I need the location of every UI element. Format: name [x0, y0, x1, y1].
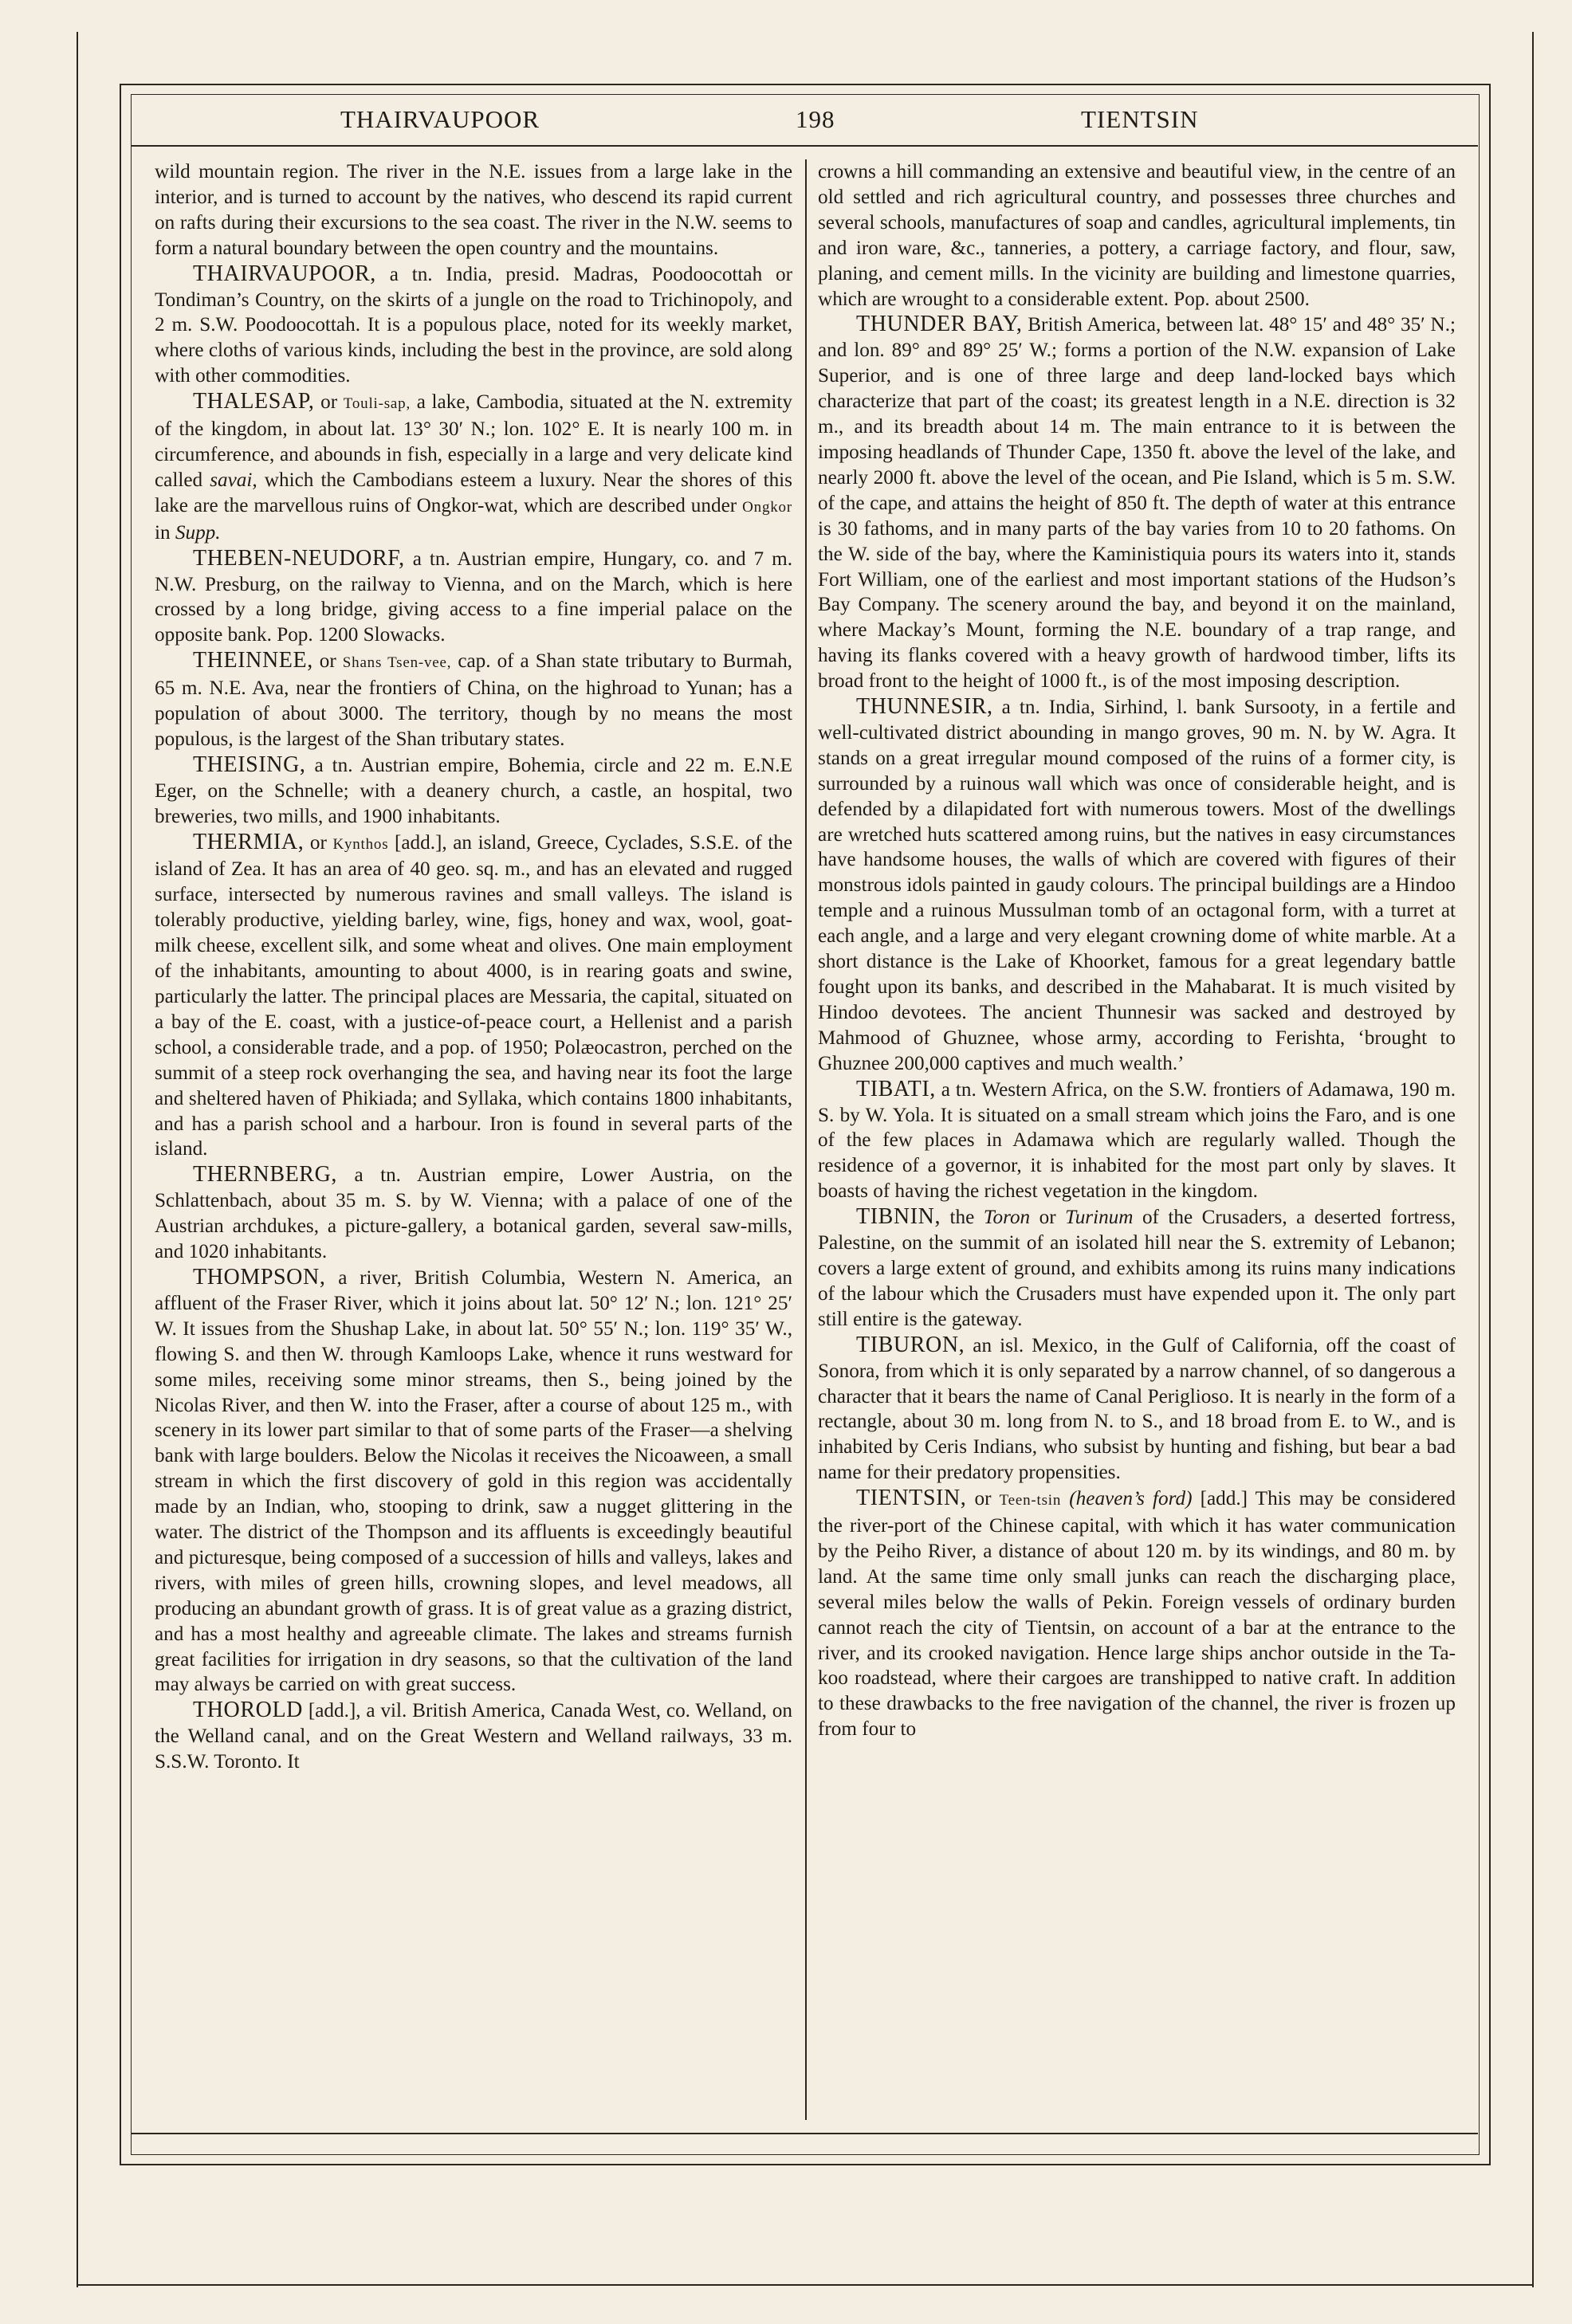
- entry-text: a tn. Austrian empire, Hungary, co. and 7 m. N.W. Presburg, on the railway to Vienna, and on the March, which is here crossed by a long bridge, giving access to a fine imperial palace on the opposite bank. Pop. 1200 Slowacks.: [155, 548, 792, 646]
- entry-text: a tn. Austrian empire, Lower Austria, on the Schlattenbach, about 35 m. S. by W. Vienna; with a palace of one of the Austrian archdukes, a picture-gallery, a botanical garden, several saw-mills, and 1020 inhabitants.: [155, 1164, 792, 1263]
- outer-border-right: [1532, 32, 1534, 2287]
- headword: THUNDER BAY,: [856, 312, 1023, 337]
- entry-thunder-bay: [818, 312, 1456, 694]
- italic-term: (heaven’s ford): [1069, 1488, 1193, 1510]
- entry-text: an isl. Mexico, in the Gulf of California, off the coast of Sonora, from which it is only separated by a narrow channel, of so dangerous a character that it bears the name of Canal Periglioso. It is nearly in the form of a rectangle, about 30 m. long from N. to S., and 18 broad from E. to W., and is inhabited by Ceris Indians, who subsist by hunting and fishing, but bear a bad name for their predatory propensities.: [818, 1334, 1456, 1484]
- outer-border-left: [77, 32, 78, 2287]
- conjunction: in: [155, 521, 175, 544]
- headword: TIBNIN,: [856, 1204, 941, 1230]
- entry-tibnin: [818, 1204, 1456, 1333]
- headword: THERNBERG,: [193, 1162, 337, 1188]
- entry-text: [add.] This may be considered the river-port of the Chinese capital, with which it has water communication by the Peiho River, a distance of about 120 m. by its windings, and 80 m. by land. At the same time only small junks can reach the discharging place, several miles below the walls of Pekin. Foreign vessels of ordinary burden cannot reach the city of Tientsin, on account of a bar at the entrance to the river, and its crooked navigation. Hence large ships anchor outside in the Ta-koo roadstead, where their cargoes are transhipped to native craft. In addition to these drawbacks to the free navigation of the channel, the river is frozen up from four to: [818, 1488, 1456, 1741]
- italic-term: Supp.: [175, 521, 221, 544]
- headword: TIENTSIN,: [856, 1486, 967, 1511]
- italic-term: Toron: [983, 1207, 1031, 1229]
- headword: THAIRVAUPOOR,: [193, 261, 376, 286]
- entry-theben-neudorf: [155, 546, 792, 649]
- entry-text: [add.], an island, Greece, Cyclades, S.S.E. of the island of Zea. It has an area of 40 geo. sq. m., and has an elevated and rugged surface, intersected by numerous ravines and small valleys. The island is tolerably productive, yielding barley, wine, figs, honey and wax, wool, goat-milk cheese, excellent silk, and some wheat and olives. One main employment of the inhabitants, amounting to about 4000, is in rearing goats and swine, particularly the latter. The principal places are Messaria, the capital, situated on a bay of the E. coast, with a justice-of-peace court, a Hellenist and a parish school, a considerable trade, and a pop. of 1950; Polæocastron, perched on the summit of a steep rock overhanging the sea, and having near its foot the large and sheltered haven of Phikiada; and Syllaka, which contains 1800 inhabitants, and has a parish school and a harbour. Iron is found in several parts of the island.: [155, 831, 792, 1160]
- conjunction: or: [304, 831, 333, 854]
- entry-thairvaupoor: [155, 261, 792, 390]
- entry-text: British America, between lat. 48° 15′ and 48° 35′ N.; and lon. 89° and 89° 25′ W.; forms a portion of the N.W. expansion of Lake Superior, and is one of three large and deep land-locked bays which characterize that part of the coast; its greatest length in a N.E. direction is 32 m., and its breadth about 14 m. The main entrance to it is between the imposing headlands of Thunder Cape, 1350 ft. above the level of the lake, and nearly 2000 ft. above the level of the ocean, and Pie Island, which is 5 m. S.W. of the cape, and attains the height of 850 ft. The depth of water at this entrance is 30 fathoms, and in many parts of the bay varies from 10 to 20 fathoms. On the W. side of the bay, where the Kaministiquia pours its waters into it, stands Fort William, one of the earliest and most important stations of the Hudson’s Bay Company. The scenery around the bay, and beyond it on the mainland, where Mackay’s Mount, forming the N.E. boundary of a trap range, and having its flanks covered with a heavy growth of hardwood timber, lifts its broad front to the height of 1000 ft., is of the most imposing description.: [818, 314, 1456, 693]
- entry-text: a tn. India, Sirhind, l. bank Sursooty, in a fertile and well-cultivated district abounding in mango groves, 90 m. N. by W. Agra. It stands on a great irregular mound composed of the ruins of a former city, is surrounded by a ruinous wall which was once of considerable height, and is defended by a dilapidated fort with numerous towers. Most of the dwellings are wretched huts scattered among ruins, but the natives in easy circumstances have handsome houses, the walls of which are covered with figures of their monstrous idols painted in gaudy colours. The principal buildings are a Hindoo temple and a ruinous Mussulman tomb of an octagonal form, with a turret at each angle, and a large and very elegant crowning dome of white marble. At a short distance is the Lake of Khoorket, famous for a great legendary battle fought upon its banks, and described in the Mahabarat. It is much visited by Hindoo devotees. The ancient Thunnesir was sacked and destroyed by Mahmood of Ghuznee, whose army, according to Ferishta, ‘brought to Ghuznee 200,000 captives and much wealth.’: [818, 697, 1456, 1074]
- entry-thalesap: [155, 389, 792, 545]
- header-left-guideword: THAIRVAUPOOR: [340, 105, 540, 133]
- conjunction: or: [1030, 1207, 1066, 1229]
- alt-name: Shans Tsen-vee,: [342, 654, 452, 672]
- entry-tientsin: [818, 1486, 1456, 1742]
- headword: THEINNEE,: [193, 648, 313, 673]
- headword: THALESAP,: [193, 389, 315, 414]
- alt-name: Teen-tsin: [999, 1492, 1062, 1509]
- entry-thorold: [155, 1698, 792, 1775]
- article: the: [941, 1207, 984, 1229]
- headword: THEBEN-NEUDORF,: [193, 545, 405, 571]
- left-column: [155, 159, 792, 2128]
- right-column: [818, 159, 1456, 2128]
- outer-border-bottom: [77, 2284, 1534, 2286]
- entry-tibati: [818, 1077, 1456, 1205]
- cross-reference: Ongkor: [742, 498, 792, 516]
- entry-text: a lake, Cambodia, situated at the N. extremity of the kingdom, in about lat. 13° 30′ N.; lon. 102° E. It is nearly 100 m. in circumference, and abounds in fish, especially in a large and very delicate kind called: [155, 391, 792, 491]
- entry-text: a river, British Columbia, Western N. America, an affluent of the Fraser River, which it joins about lat. 50° 12′ N.; lon. 121° 25′ W. It issues from the Shushap Lake, in about lat. 50° 55′ N.; lon. 119° 35′ W., flowing S. and then W. through Kamloops Lake, whence it runs westward for some miles, receiving some minor streams, then S., being joined by the Nicolas River, and then W. into the Fraser, after a course of about 125 m., with scenery in its lower part similar to that of some parts of the Fraser—a shelving bank with large boulders. Below the Nicolas it receives the Nicoaween, a small stream in which the first discovery of gold in this region was accidentally made by an Indian, who, stooping to drink, saw a nugget glittering in the water. The district of the Thompson and its affluents is exceedingly beautiful and picturesque, being composed of a succession of hills and valleys, lakes and rivers, with miles of green hills, crowning slopes, and level meadows, all producing an abundant growth of grass. It is of great value as a grazing district, and has a most healthy and agreeable climate. The lakes and streams furnish great facilities for irrigation in dry seasons, so that the cultivation of the land may always be carried on with great success.: [155, 1266, 792, 1696]
- entry-theising: [155, 752, 792, 830]
- italic-term: Turinum: [1065, 1207, 1134, 1229]
- headword: TIBATI,: [856, 1076, 936, 1101]
- header-rule: [131, 145, 1478, 147]
- page-number: 198: [796, 105, 835, 133]
- entry-thernberg: [155, 1162, 792, 1265]
- entry-thunnesir: [818, 694, 1456, 1077]
- footer-rule: [131, 2133, 1478, 2134]
- conjunction: or: [966, 1488, 1000, 1510]
- column-divider: [805, 159, 807, 2120]
- entry-text: a tn. India, presid. Madras, Poodoocottah or Tondiman’s Country, on the skirts of a jungle on the road to Trichinopoly, and 2 m. S.W. Poodoocottah. It is a populous place, noted for its weekly market, where cloths of various kinds, including the best in the province, are sold along with other commodities.: [155, 263, 792, 387]
- entry-text: [add.], a vil. British America, Canada West, co. Welland, on the Welland canal, and on the Great Western and Welland railways, 33 m. S.S.W. Toronto. It: [155, 1700, 792, 1773]
- entry-theinnee: [155, 648, 792, 752]
- conjunction: or: [314, 391, 344, 414]
- continued-paragraph: crowns a hill commanding an extensive and beautiful view, in the centre of an old settled and rich agricultural country, and possesses three churches and several schools, manufactures of soap and candles, agricultural implements, tin and iron ware, &c., tanneries, a pottery, a carriage factory, and flour, saw, planing, and cement mills. In the vicinity are building and limestone quarries, which are wrought to a considerable extent. Pop. about 2500.: [818, 161, 1456, 310]
- header-right-guideword: TIENTSIN: [1081, 105, 1199, 133]
- conjunction: or: [312, 650, 343, 673]
- headword: THERMIA,: [193, 829, 305, 854]
- entry-tiburon: [818, 1333, 1456, 1486]
- entry-text: which the Cambodians esteem a luxury. Near the shores of this lake are the marvellous ruins of Ongkor-wat, which are described under: [155, 469, 792, 516]
- entry-text: of the Crusaders, a deserted fortress, Palestine, on the summit of an isolated hill near the S. extremity of Lebanon; covers a large extent of ground, and exhibits among its ruins many indications of the labour which the Crusaders must have expended upon it. The only part still entire is the gateway.: [818, 1207, 1456, 1330]
- headword: THOMPSON,: [193, 1264, 326, 1290]
- headword: THEISING,: [193, 752, 306, 777]
- headword: TIBURON,: [856, 1332, 965, 1357]
- headword: THUNNESIR,: [856, 694, 993, 720]
- continued-paragraph: wild mountain region. The river in the N.E. issues from a large lake in the interior, and is turned to account by the natives, who descend its rapid current on rafts during their excursions to the sea coast. The river in the N.W. seems to form a natural boundary between the open country and the mountains.: [155, 161, 792, 259]
- entry-text: a tn. Austrian empire, Bohemia, circle and 22 m. E.N.E Eger, on the Schnelle; with a deanery church, a castle, an hospital, two breweries, two mills, and 1900 inhabitants.: [155, 754, 792, 827]
- entry-text: a tn. Western Africa, on the S.W. frontiers of Adamawa, 190 m. S. by W. Yola. It is situated on a small stream which joins the Faro, and is one of the few places in Adamawa which are regularly walled. Though the residence of a governor, it is inhabited for the most part only by slaves. It boasts of having the richest vegetation in the kingdom.: [818, 1078, 1456, 1203]
- headword: THOROLD: [193, 1698, 303, 1723]
- running-header: [131, 105, 1478, 143]
- alt-name: Kynthos: [332, 835, 389, 853]
- entry-thermia: [155, 830, 792, 1163]
- italic-term: savai,: [210, 469, 257, 491]
- entry-text: cap. of a Shan state tributary to Burmah, 65 m. N.E. Ava, near the frontiers of China, on the highroad to Yunan; has a population of about 3000. The territory, though by no means the most populous, is the largest of the Shan tributary states.: [155, 650, 792, 750]
- alt-name: Touli-sap,: [343, 395, 411, 413]
- entry-thompson: [155, 1265, 792, 1698]
